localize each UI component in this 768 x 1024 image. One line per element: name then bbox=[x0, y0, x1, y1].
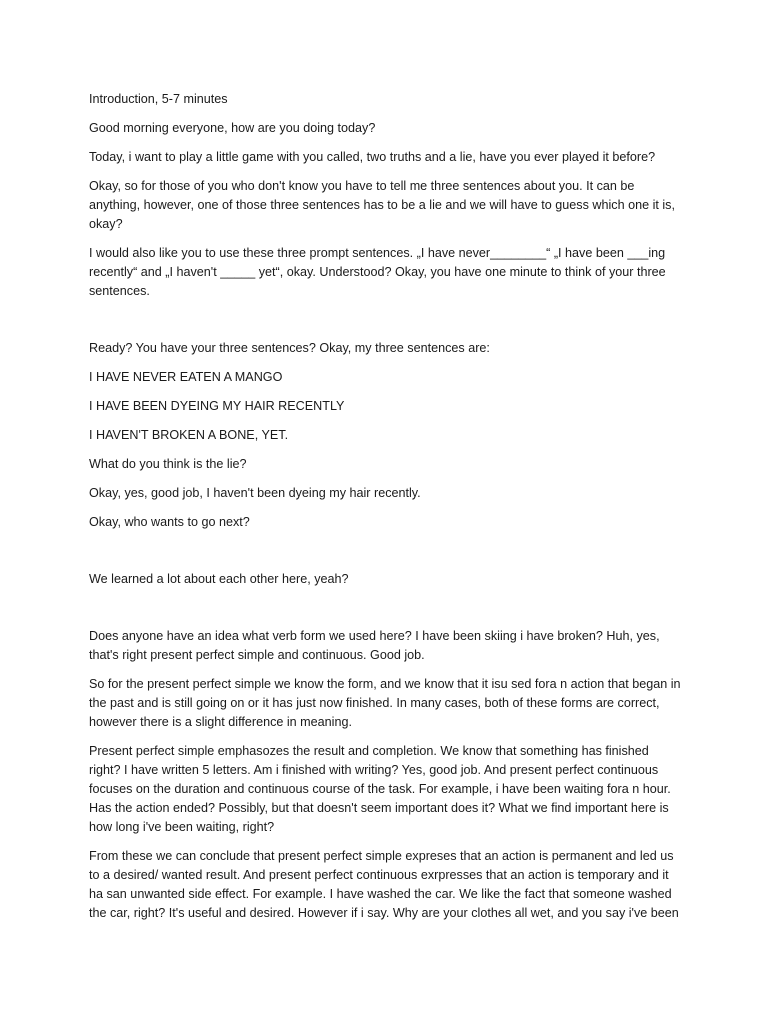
paragraph-game-intro: Today, i want to play a little game with you called, two truths and a lie, have you ever played it before? bbox=[89, 150, 656, 164]
paragraph-ready: Ready? You have your three sentences? Okay, my three sentences are: bbox=[89, 341, 490, 355]
paragraph-next: Okay, who wants to go next? bbox=[89, 515, 250, 529]
paragraph-prompt-sentences: I would also like you to use these three prompt sentences. „I have never________“ „I have been ___ing recently“ and „I haven't _____ yet“, okay. Understood? Okay, you have one minute to think of your three sentences. bbox=[89, 246, 666, 298]
sentence-bone: I HAVEN'T BROKEN A BONE, YET. bbox=[89, 428, 289, 442]
blank-line bbox=[89, 599, 681, 627]
paragraph-greeting: Good morning everyone, how are you doing today? bbox=[89, 121, 376, 135]
sentence-hair: I HAVE BEEN DYEING MY HAIR RECENTLY bbox=[89, 399, 345, 413]
paragraph-emphasis: Present perfect simple emphasozes the result and completion. We know that something has finished right? I have written 5 letters. Am i finished with writing? Yes, good job. And present perfect continuous focuses on the duration and continuous course of the task. For example, i have been waiting fora n hour. Has the action ended? Possibly, but that doesn't seem important does it? What we find important here is how long i've been waiting, right? bbox=[89, 744, 671, 834]
paragraph-answer-lie: Okay, yes, good job, I haven't been dyeing my hair recently. bbox=[89, 486, 421, 500]
sentence-mango: I HAVE NEVER EATEN A MANGO bbox=[89, 370, 283, 384]
blank-line bbox=[89, 311, 681, 339]
document-body bbox=[89, 90, 681, 933]
section-heading: Introduction, 5-7 minutes bbox=[89, 92, 228, 106]
paragraph-conclusion: From these we can conclude that present perfect simple expreses that an action is permanent and led us to a desired/ wanted result. And present perfect continuous exrpresses that an action is temporary and it ha san unwanted side effect. For example. I have washed the car. We like the fact that someone washed the car, right? It's useful and desired. However if i say. Why are your clothes all wet, and you say i've been bbox=[89, 849, 679, 920]
paragraph-verb-form: Does anyone have an idea what verb form we used here? I have been skiing i have broken? Huh, yes, that's right present perfect simple and continuous. Good job. bbox=[89, 629, 660, 662]
paragraph-learned: We learned a lot about each other here, yeah? bbox=[89, 572, 349, 586]
paragraph-game-rules: Okay, so for those of you who don't know you have to tell me three sentences about you. It can be anything, however, one of those three sentences has to be a lie and we will have to guess which one it is, okay? bbox=[89, 179, 675, 231]
paragraph-question-lie: What do you think is the lie? bbox=[89, 457, 247, 471]
blank-line bbox=[89, 542, 681, 570]
paragraph-present-perfect-form: So for the present perfect simple we know the form, and we know that it isu sed fora n action that began in the past and is still going on or it has just now finished. In many cases, both of these forms are correct, however there is a slight difference in meaning. bbox=[89, 677, 681, 729]
